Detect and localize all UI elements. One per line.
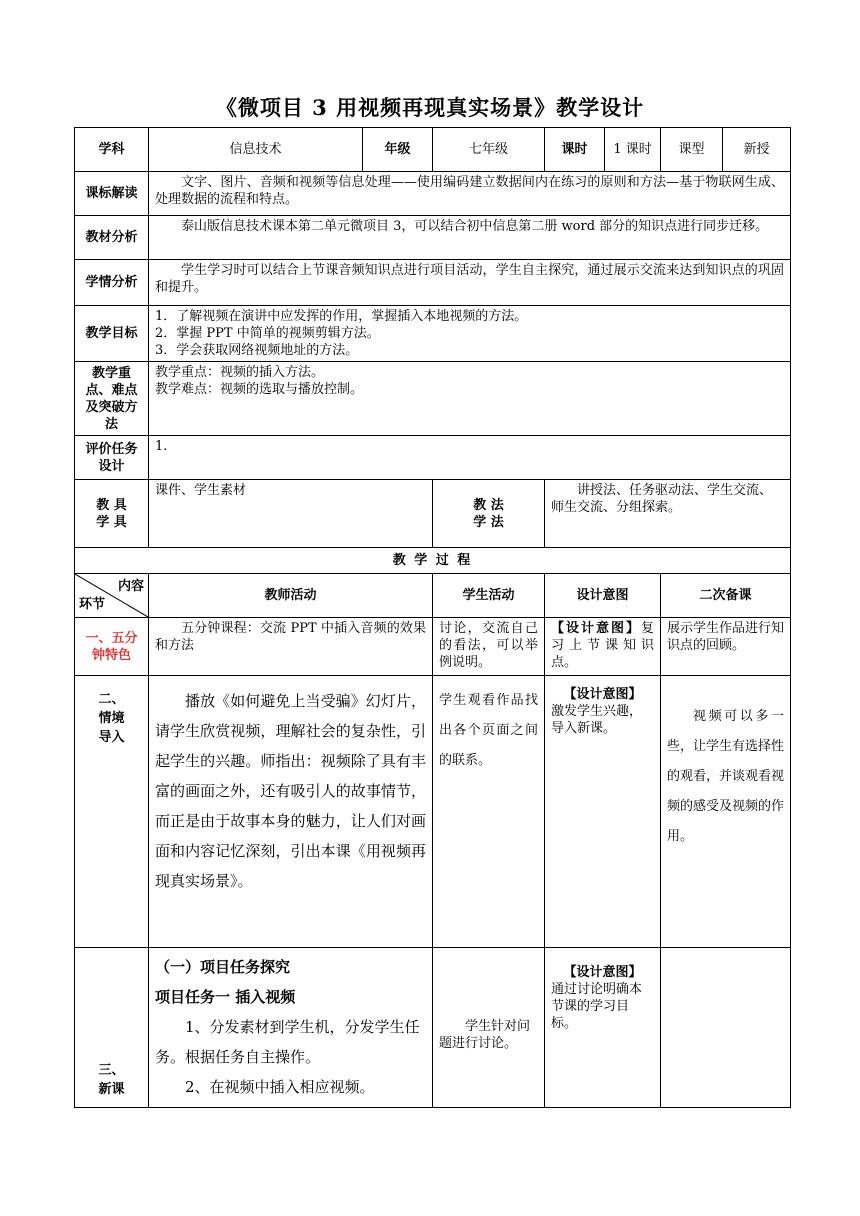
grade-value: 七年级 [433, 128, 545, 172]
r2-student: 学生观看作品找出各个页面之间的联系。 [433, 676, 545, 948]
col-teacher: 教师活动 [149, 574, 433, 618]
r2-second: 视频可以多一些，让学生有选择性的观看，并谈观看视频的感受及视频的作用。 [661, 676, 791, 948]
stage-five-minute: 一、五分钟特色 [75, 618, 149, 676]
row-five-minute [75, 618, 791, 676]
task-subheading: 项目任务一 插入视频 [155, 988, 296, 1006]
task-heading: （一）项目任务探究 [155, 958, 291, 976]
key-row [75, 362, 791, 436]
stage-intro: 二、 情境 导入 [75, 676, 149, 948]
r1-design [545, 618, 661, 676]
grade-label: 年级 [363, 128, 433, 172]
key-point: 教学重点：视频的插入方法。 [155, 365, 325, 380]
tools-label: 教 具 学 具 [75, 480, 149, 548]
hours-label: 课时 [545, 128, 605, 172]
subject-value: 信息技术 [149, 128, 363, 172]
tools-row [75, 480, 791, 548]
students-label: 学情分析 [75, 260, 149, 306]
standard-text: 文字、图片、音频和视频等信息处理——使用编码建立数据间内在练习的原则和方法—基于物联网生成、处理数据的流程和特点。 [149, 172, 791, 216]
row-intro [75, 676, 791, 948]
textbook-text: 泰山版信息技术课本第二单元微项目 3，可以结合初中信息第二册 word 部分的知识点进行同步迁移。 [149, 216, 791, 260]
stage-new-lesson: 三、 新课 [75, 948, 149, 1108]
diag-stage-label: 环节 [79, 597, 106, 612]
col-second: 二次备课 [661, 574, 791, 618]
lesson-plan-table [74, 127, 791, 1108]
document-title: 《微项目 3 用视频再现真实场景》教学设计 [215, 95, 645, 120]
textbook-label: 教材分析 [75, 216, 149, 260]
standard-label: 课标解读 [75, 172, 149, 216]
subject-label: 学科 [75, 128, 149, 172]
r3-teacher [149, 948, 433, 1108]
goal-item: 2．掌握 PPT 中简单的视频剪辑方法。 [155, 326, 380, 341]
process-columns-row [75, 574, 791, 618]
r2-teacher: 播放《如何避免上当受骗》幻灯片，请学生欣赏视频，理解社会的复杂性，引起学生的兴趣。师指出：视频除了具有丰富的画面之外，还有吸引人的故事情节，而正是由于故事本身的魅力，让人们对画面和内容记忆深刻，引出本课《用视频再现真实场景》。 [149, 676, 433, 948]
tools-text: 课件、学生素材 [149, 480, 433, 548]
students-text: 学生学习时可以结合上节课音频知识点进行项目活动，学生自主探究，通过展示交流来达到知识点的巩固和提升。 [149, 260, 791, 306]
design-tag: 【设计意图】 [563, 965, 642, 980]
design-text: 通过讨论明确本节课的学习目标。 [551, 982, 643, 1031]
key-label: 教学重点、难点及突破方法 [75, 362, 149, 436]
design-tag: 【设计意图】 [551, 621, 641, 636]
methods-label: 教 法 学 法 [433, 480, 545, 548]
type-label: 课型 [661, 128, 723, 172]
methods-text: 讲授法、任务驱动法、学生交流、师生交流、分组探索。 [545, 480, 791, 548]
standard-row [75, 172, 791, 216]
r3-design [545, 948, 661, 1108]
r3-second [661, 948, 791, 1108]
difficult-point: 教学难点：视频的选取与播放控制。 [155, 382, 364, 397]
task-step: 1、分发素材到学生机，分发学生任务。根据任务自主操作。 [155, 1018, 420, 1066]
header-row [75, 128, 791, 172]
process-heading: 教 学 过 程 [75, 548, 791, 574]
eval-label: 评价任务设计 [75, 436, 149, 480]
r1-teacher: 五分钟课程：交流 PPT 中插入音频的效果和方法 [149, 618, 433, 676]
students-row [75, 260, 791, 306]
diag-content-label: 内容 [117, 579, 144, 594]
r3-student: 学生针对问题进行讨论。 [433, 948, 545, 1108]
design-text: 激发学生兴趣，导入新课。 [551, 704, 643, 736]
design-tag: 【设计意图】 [563, 687, 642, 702]
goals-row [75, 306, 791, 362]
goal-item: 3．学会获取网络视频地址的方法。 [155, 343, 359, 358]
eval-row [75, 436, 791, 480]
task-step: 2、在视频中插入相应视频。 [185, 1078, 375, 1096]
textbook-row [75, 216, 791, 260]
diagonal-header-cell [75, 574, 149, 618]
design-text: 复习上节课知识点。 [551, 621, 655, 670]
key-cell [149, 362, 791, 436]
type-value: 新授 [723, 128, 791, 172]
col-student: 学生活动 [433, 574, 545, 618]
r2-design [545, 676, 661, 948]
r1-second: 展示学生作品进行知识点的回顾。 [661, 618, 791, 676]
goal-item: 1．了解视频在演讲中应发挥的作用，掌握插入本地视频的方法。 [155, 309, 528, 324]
col-design: 设计意图 [545, 574, 661, 618]
r1-student: 讨论，交流自己的看法，可以举例说明。 [433, 618, 545, 676]
row-new-lesson [75, 948, 791, 1108]
hours-value: 1 课时 [605, 128, 661, 172]
goals-label: 教学目标 [75, 306, 149, 362]
goals-list [149, 306, 791, 362]
eval-text: 1. [149, 436, 791, 480]
process-heading-row [75, 548, 791, 574]
